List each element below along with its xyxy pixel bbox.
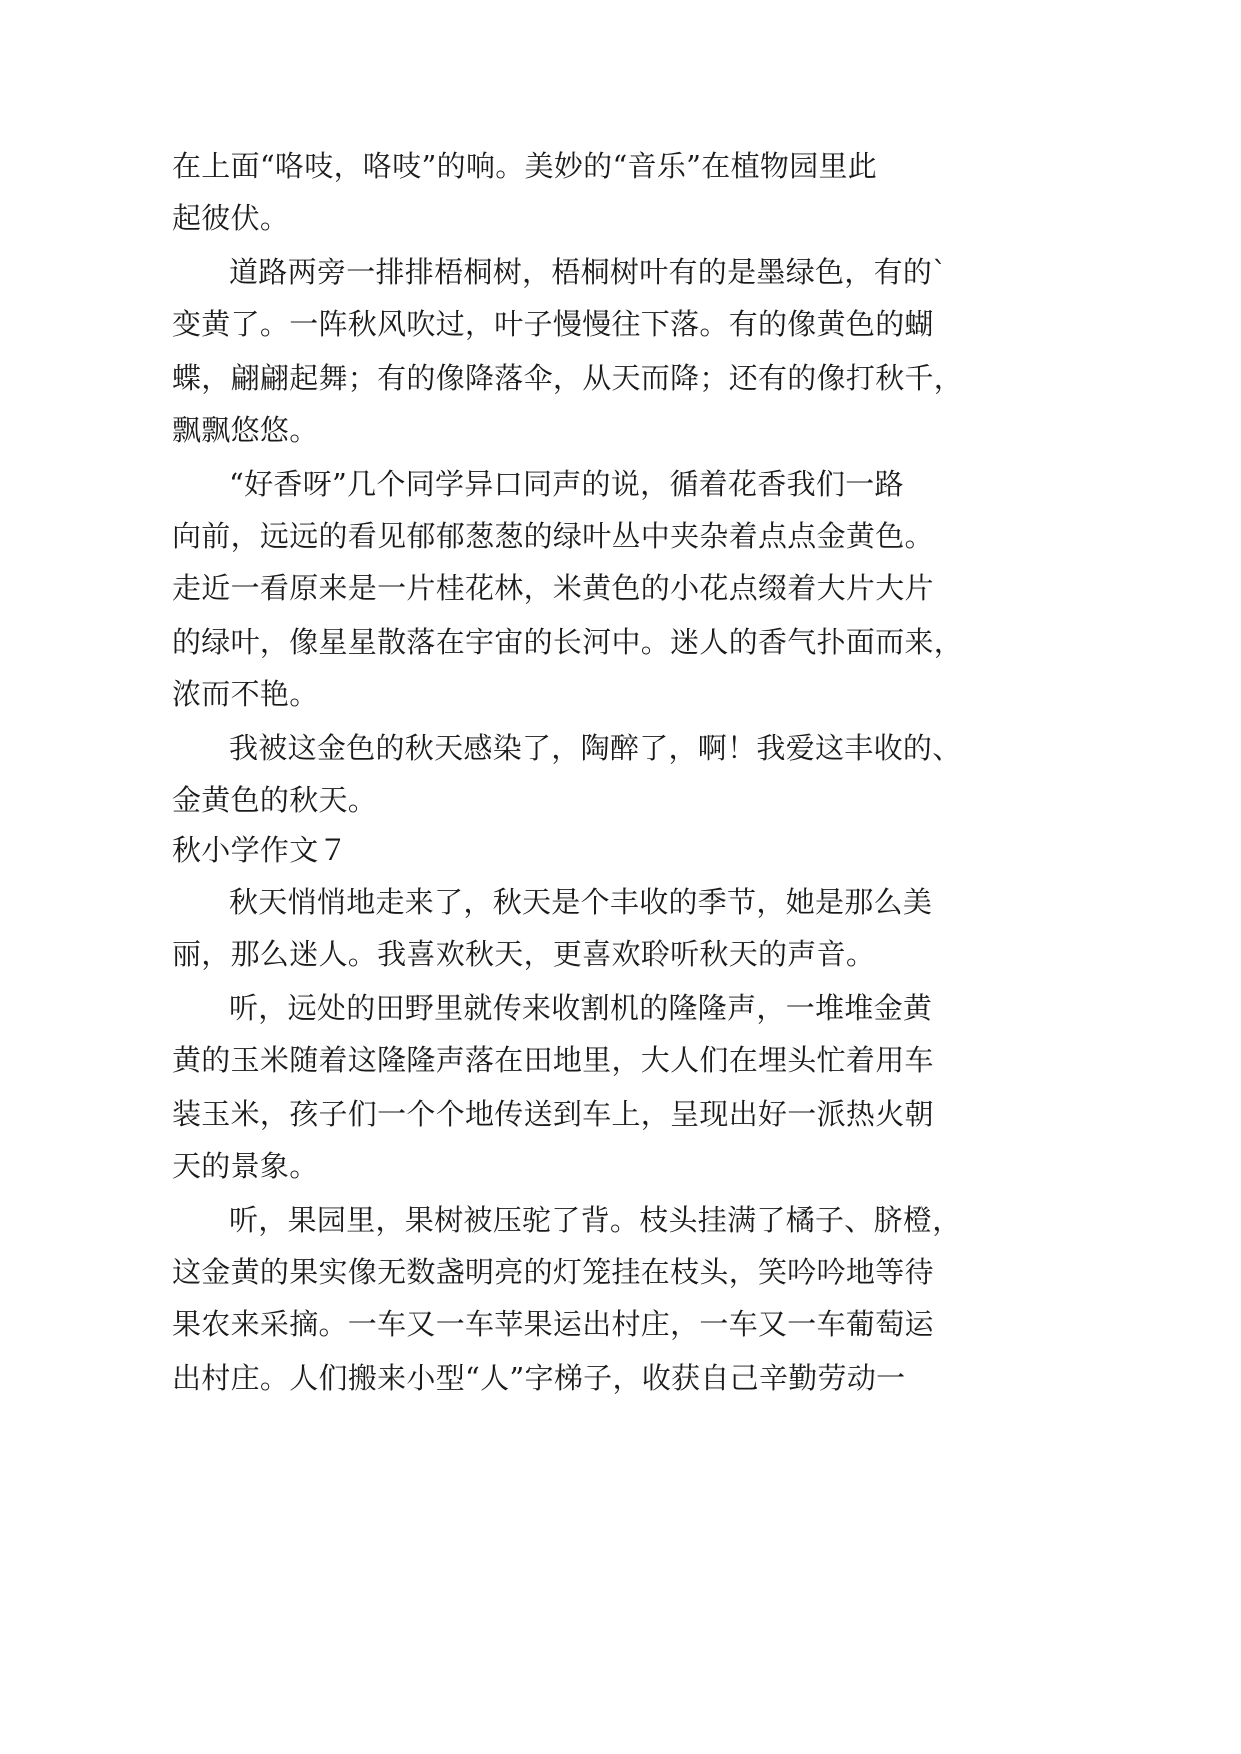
paragraph-2-line-2: 变黄了。一阵秋风吹过，叶子慢慢往下落。有的像黄色的蝴 bbox=[172, 307, 934, 341]
paragraph-7-line-3: 果农来采摘。一车又一车苹果运出村庄，一车又一车葡萄运 bbox=[172, 1307, 934, 1341]
paragraph-2-line-1: 道路两旁一排排梧桐树，梧桐树叶有的是墨绿色，有的` bbox=[229, 255, 948, 289]
paragraph-2-line-3: 蝶，翩翩起舞；有的像降落伞，从天而降；还有的像打秋千， bbox=[172, 361, 964, 395]
paragraph-2-line-4: 飘飘悠悠。 bbox=[172, 413, 319, 447]
paragraph-3-line-3: 走近一看原来是一片桂花林，米黄色的小花点缀着大片大片 bbox=[172, 571, 934, 605]
paragraph-3-line-4: 的绿叶，像星星散落在宇宙的长河中。迷人的香气扑面而来， bbox=[172, 625, 964, 659]
paragraph-5-line-2: 丽，那么迷人。我喜欢秋天，更喜欢聆听秋天的声音。 bbox=[172, 937, 876, 971]
paragraph-6-line-3: 装玉米，孩子们一个个地传送到车上，呈现出好一派热火朝 bbox=[172, 1097, 934, 1131]
paragraph-3-line-5: 浓而不艳。 bbox=[172, 677, 319, 711]
paragraph-7-line-1: 听，果园里，果树被压驼了背。枝头挂满了橘子、脐橙， bbox=[229, 1203, 962, 1237]
paragraph-6-line-4: 天的景象。 bbox=[172, 1149, 319, 1183]
paragraph-6-line-1: 听，远处的田野里就传来收割机的隆隆声，一堆堆金黄 bbox=[229, 991, 933, 1025]
paragraph-7-line-2: 这金黄的果实像无数盏明亮的灯笼挂在枝头，笑吟吟地等待 bbox=[172, 1255, 934, 1289]
paragraph-6-line-2: 黄的玉米随着这隆隆声落在田地里，大人们在埋头忙着用车 bbox=[172, 1043, 934, 1077]
paragraph-3-line-2: 向前，远远的看见郁郁葱葱的绿叶丛中夹杂着点点金黄色。 bbox=[172, 519, 934, 553]
paragraph-1-line-1: 在上面“咯吱，咯吱”的响。美妙的“音乐”在植物园里此 bbox=[172, 149, 878, 183]
paragraph-7-line-4: 出村庄。人们搬来小型“人”字梯子，收获自己辛勤劳动一 bbox=[172, 1361, 906, 1395]
paragraph-4-line-2: 金黄色的秋天。 bbox=[172, 783, 378, 817]
paragraph-3-line-1: “好香呀”几个同学异口同声的说，循着花香我们一路 bbox=[229, 467, 904, 501]
paragraph-4-line-1: 我被这金色的秋天感染了，陶醉了，啊！我爱这丰收的、 bbox=[229, 731, 962, 765]
section-heading: 秋小学作文７ bbox=[172, 833, 348, 867]
paragraph-5-line-1: 秋天悄悄地走来了，秋天是个丰收的季节，她是那么美 bbox=[229, 885, 933, 919]
paragraph-1-line-2: 起彼伏。 bbox=[172, 201, 290, 235]
